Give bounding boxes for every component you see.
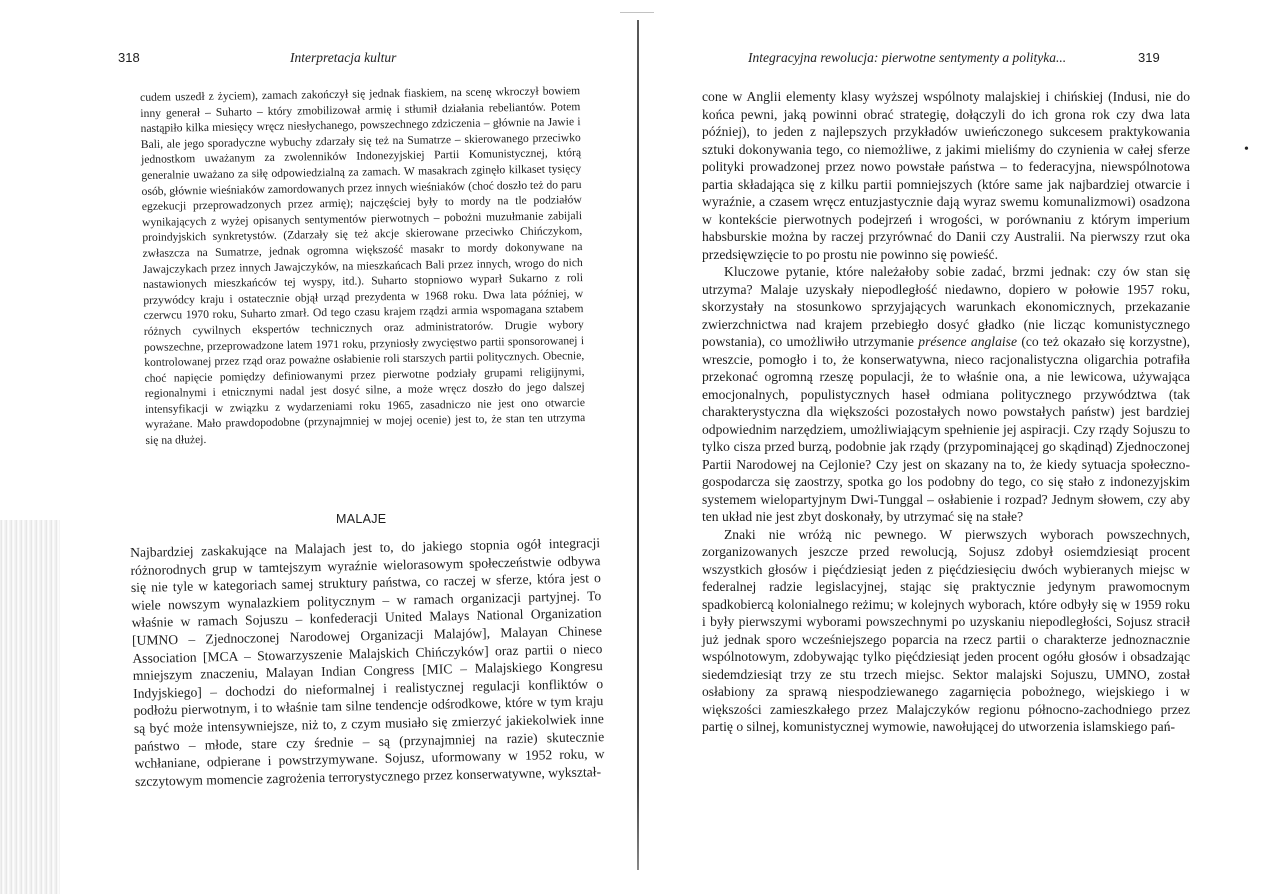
footnote-block [140,83,586,449]
book-spine [637,20,639,870]
left-main-paragraph: Najbardziej zaskakujące na Malajach jest to, do jakiego stopnia ogół integracji różnorodnych grup w tamtejszym wyraźnie wielorasowym społeczeństwie odbywa się nie tyle w kategoriach samej struktury państwa, co raczej w sferze, która jest o wiele nowszym wynalazkiem politycznym – w ramach organizacji partyjnej. To właśnie w ramach Sojuszu – konfederacji United Malays National Organization [UMNO – Zjednoczonej Narodowej Organizacji Malajów], Malayan Chinese Association [MCA – Stowarzyszenie Malajskich Chińczyków] oraz partii o nieco mniejszym znaczeniu, Malayan Indian Congress [MIC – Malajskiego Kongresu Indyjskiego] – dochodzi do nieformalnej i realistycznej regulacji konfliktów o podłożu pierwotnym, i to właśnie tam silne tendencje odśrodkowe, które w tym kraju są być może intensywniejsze, niż to, z czym musiało się zmierzyć jakiekolwiek inne państwo – młode, stare czy średnie – są (przynajmniej na razie) skutecznie wchłaniane, odpierane i powstrzymywane. Sojusz, uformowany w 1952 roku, w szczytowym momencie zagrożenia terrorystycznego przez konserwatywne, wykształ- [130,535,605,789]
right-paragraph-3: Znaki nie wróżą nic pewnego. W pierwszych wyborach powszechnych, zorganizowanych jeszcze przed rewolucją, Sojusz zdobył osiemdziesiąt procent wszystkich głosów i pięćdziesiąt jeden z pięćdziesięciu dwóch wybieranych miejsc w federalnej radzie legislacyjnej, stając się praktycznie jedynym prawomocnym spadkobiercą kolonialnego reżimu; w kolejnych wyborach, które odbyły się w 1959 roku i były pierwszymi wyborami powszechnymi po uzyskaniu niepodległości, Sojusz stracił już jednak sporo wcześniejszego poparcia na rzecz partii o charakterze jednoznacznie wspólnotowym, zdobywając tylko pięćdziesiąt jeden procent ogółu głosów i obsadzając siedemdziesiąt trzy ze stu trzech miejsc. Sektor malajski Sojuszu, UMNO, został osłabiony za sprawą niespodziewanego zagarnięcia pobożnego, wiejskiego i w większości zamieszkałego przez Malajczyków regionu północno-zachodniego przez partię o silnej, komunistycznej wymowie, nawołującej do utworzenia islamskiego pań- [702,526,1190,734]
margin-mark-icon: • [1244,142,1249,157]
right-page [640,0,1262,894]
left-main-text-block [130,534,605,790]
left-header [118,50,140,66]
left-page-number: 318 [118,50,140,65]
right-running-head-wrap [748,50,1066,66]
right-paragraph-2 [702,263,1190,526]
right-paragraph-2-italic: présence anglaise [918,334,1017,349]
left-running-head: Interpretacja kultur [290,50,397,65]
left-running-head-wrap [290,50,396,66]
right-paragraph-1: cone w Anglii elementy klasy wyższej wspólnoty malajskiej i chińskiej (Indusi, nie do końca pewni, jaką powinni obrać strategię, dołączyli do ich grona rok czy dwa lata później), to jeden z najlepszych przykładów uwieńczonego sukcesem praktykowania sztuki dokonywania tego, co niemożliwe, z jakimi mieliśmy do czynienia w całej sferze polityki prowadzonej przez nowo powstałe państwa – to federacyjna, niewspólnotowa partia składająca się z kilku partii pomniejszych (które same jak najbardziej otwarcie i wyraźnie, a czasem wręcz entuzjastycznie dają wyraz swemu komunalizmowi) osadzona w kontekście pierwotnych podejrzeń i wrogości, w porównaniu z którym imperium habsburskie można by raczej przyrównać do Danii czy Australii. Na pierwszy rzut oka przedsięwzięcie to po prostu nie powinno się powieść. [702,89,1190,262]
right-main-text-block [702,88,1190,736]
right-paragraph-2-end: (co też okazało się korzystne), wreszcie, pomogło i to, że konserwatywna, nieco racjonalistyczna oligarchia potrafiła przekonać ogromną rzeszę populacji, że to właśnie ona, a nie lewicowa, używająca emocjonalnych, populistycznych haseł odmiana politycznego przywództwa (tak charakterystyczna dla większości pozostałych nowo powstałych państw) jest bardziej odpowiednim narzędziem, umożliwiającym spełnienie jej aspiracji. Czy rządy Sojuszu to tylko cisza przed burzą, podobnie jak rządy (przypominającej go skądinąd) Zjednoczonej Partii Narodowej na Cejlonie? Czy jest on skazany na to, że kiedy sytuacja społeczno-gospodarcza się zaostrzy, spotka go los podobny do tego, co się stało z indonezyjskim systemem wielopartyjnym Dwi-Tunggal – osłabienie i rozpad? Jednym słowem, czy aby ten układ nie jest zbyt doskonały, by utrzymać się na stałe? [702,334,1191,524]
right-header [1138,50,1160,66]
section-heading: MALAJE [336,512,387,526]
left-page [0,0,630,894]
right-page-number: 319 [1138,50,1160,65]
right-running-head: Integracyjna rewolucja: pierwotne sentymenty a polityka... [748,50,1067,65]
footnote-text: cudem uszedł z życiem), zamach zakończył się jednak fiaskiem, na scenę wkroczył bowiem inny generał – Suharto – który zmobilizował armię i stłumił działania rebeliantów. Potem nastąpiło kilka miesięcy wręcz niesłychanego, powszechnego zdziczenia – głównie na Jawie i Bali, ale jego sporadyczne wybuchy zdarzały się też na Sumatrze – skierowanego przeciwko jednostkom uważanym za zwolenników Indonezyjskiej Partii Komunistycznej, którą generalnie uważano za siłę odpowiedzialną za zamach. W masakrach zginęło kilkaset tysięcy osób, głównie wieśniaków zamordowanych przez innych wieśniaków (choć doszło też do paru egzekucji przeprowadzonych przez armię); najczęściej były to mordy na tle podziałów wynikających z wyżej opisanych sentymentów pierwotnych – pobożni muzułmanie zabijali proindyjskich synkretystów. (Zdarzały się też akcje skierowane przeciwko Chińczykom, zwłaszcza na Sumatrze, jednak ogromna większość masakr to mordy dokonywane na Jawajczykach przez innych Jawajczyków, na mieszkańcach Bali przez innych, wrogo do nich nastawionych mieszkańców tej wyspy, itd.). Suharto stopniowo wyparł Sukarno z roli przywódcy kraju i ostatecznie objął urząd prezydenta w 1968 roku. Dwa lata później, w czerwcu 1970 roku, Suharto zmarł. Od tego czasu krajem rządzi armia wspomagana sztabem różnych cywilnych ekspertów technicznych oraz administratorów. Drugie wybory powszechne, przeprowadzone latem 1971 roku, przyniosły zwycięstwo partii sponsorowanej i kontrolowanej przez rząd oraz poważne osłabienie roli starszych partii politycznych. Obecnie, choć napięcie pomiędzy definiowanymi przez pierwotne podziały grupami religijnymi, regionalnymi i etnicznymi nadal jest dosyć silne, a może wręcz doszło do jego dalszej intensyfikacji w związku z wydarzeniami roku 1965, zasadniczo nie jest ono otwarcie wyrażane. Mało prawdopodobne (przynajmniej w mojej ocenie) jest to, że stan ten utrzyma się na dłużej. [140,84,586,448]
right-paragraph-2-start: Kluczowe pytanie, które należałoby sobie zadać, brzmi jednak: czy ów stan się utrzyma? Malaje uzyskały niepodległość niedawno, dopiero w połowie 1957 roku, skorzystały na stosunkowo sprzyjających warunkach ekonomicznych, przekazanie zwierzchnictwa nad krajem przebiegło dosyć gładko (nie licząc komunistycznego powstania), co umożliwiło utrzymanie [702,264,1190,349]
